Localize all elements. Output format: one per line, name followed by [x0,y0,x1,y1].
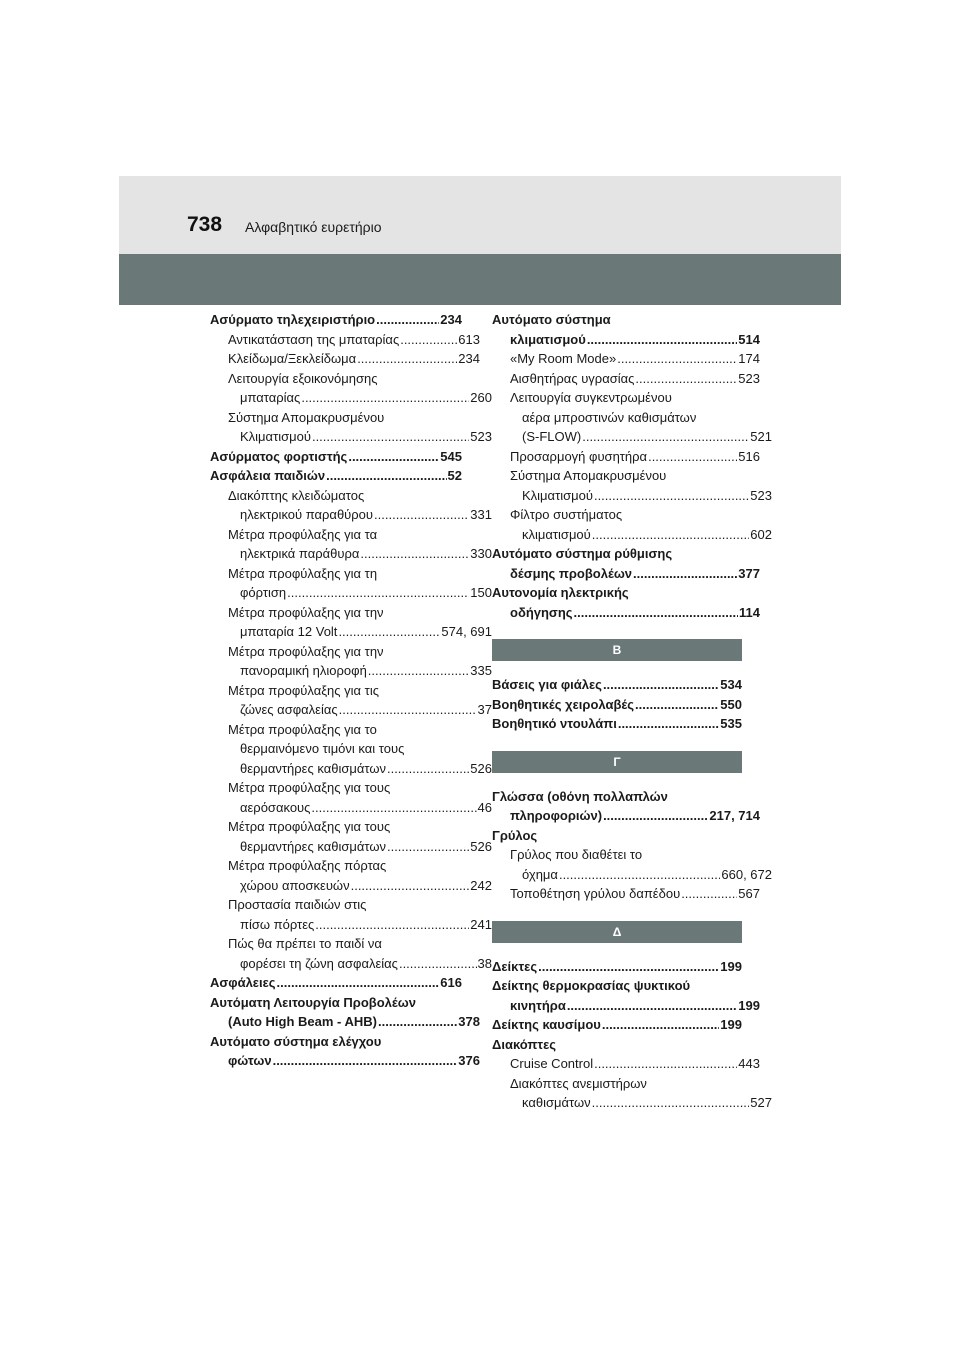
dot-leader [387,837,469,857]
dot-leader [574,603,738,623]
index-entry-page: 330 [470,546,492,561]
dot-leader [400,330,457,350]
index-entry [492,695,742,715]
dot-leader [376,310,439,330]
index-entry-page: 52 [447,468,462,483]
index-entry-page: 234 [458,351,480,366]
index-entry [210,837,492,857]
index-entry [210,505,492,525]
index-entry-page: 335 [470,663,492,678]
index-entry-line: Μέτρα προφύλαξης για την [228,643,384,659]
index-entry-label: φώτων [228,1053,272,1068]
index-entry-page: 523 [470,429,492,444]
dot-leader [348,447,439,467]
index-entry-line: Φίλτρο συστήματος [510,507,623,522]
index-entry-line: Προστασία παιδιών στις [228,897,367,912]
index-entry-page: 660, 672 [721,866,772,882]
index-entry-page: 534 [720,677,742,692]
dot-leader [602,1015,719,1035]
index-entry-label: Τοποθέτηση γρύλου δαπέδου [510,886,681,901]
section-letter-header: Δ [492,921,742,943]
index-entry-page: 234 [440,312,462,327]
index-entry-page: 545 [440,448,462,464]
index-entry-page: 616 [440,975,462,990]
dot-leader [374,505,469,525]
index-entry-label: Δείκτες [492,958,538,974]
index-entry-line: Μέτρα προφύλαξης για τις [228,682,379,698]
index-entry-line: Αυτόματο σύστημα ρύθμισης [492,546,673,561]
index-entry [492,564,760,584]
index-entry [210,330,480,350]
index-entry-page: 199 [720,958,742,974]
index-entry [210,349,480,369]
index-entry-page: 443 [738,1056,760,1071]
index-entry-label: Βοηθητικές χειρολαβές [492,696,635,712]
index-entry-label: ζώνες ασφαλείας [240,702,338,717]
index-entry-page: 376 [458,1053,480,1068]
index-entry-label: Αισθητήρας υγρασίας [510,370,635,386]
index-entry-line: Λειτουργία εξοικονόμησης [228,370,378,386]
section-letter-header: Β [492,639,742,661]
index-entry [210,388,492,408]
index-entry-label: μπαταρία 12 Volt [240,624,338,639]
index-entry-label: πανοραμική ηλιοροφή [240,663,367,678]
index-entry-page: 260 [470,390,492,405]
index-entry-page: 535 [720,716,742,731]
index-entry-page: 514 [738,331,760,347]
dot-leader [273,1051,458,1071]
index-entry-label: πληροφοριών) [510,808,603,823]
index-entry [210,466,462,486]
index-entry [492,1093,772,1113]
index-entry-label: Ασύρματο τηλεχειριστήριο [210,312,376,327]
index-entry-page: 523 [738,370,760,386]
index-entry-label: Βάσεις για φιάλες [492,677,602,692]
index-entry [210,700,492,720]
index-entry-page: 114 [739,604,760,620]
index-entry [492,486,772,506]
index-entry-line: Διακόπτες [492,1036,557,1052]
dot-leader [559,865,720,885]
dot-leader [681,884,737,904]
index-entry-label: φορέσει τη ζώνη ασφαλείας [240,955,398,971]
index-entry-label: Κλείδωμα/Ξεκλείδωμα [228,351,357,366]
index-entry [492,957,742,977]
index-entry-page: 174 [738,351,760,366]
dot-leader [567,996,737,1016]
index-entry-line: αέρα μπροστινών καθισμάτων [522,409,697,425]
index-entry [210,310,462,330]
index-entry-page: 574, 691 [441,624,492,639]
index-entry-line: Μέτρα προφύλαξης για τους [228,780,391,795]
index-entry-page: 523 [750,487,772,503]
header-bar [119,254,841,305]
dot-leader [618,714,719,734]
index-entry-label: (Auto High Beam - AHB) [228,1014,378,1029]
dot-leader [277,973,440,993]
dot-leader [338,622,440,642]
index-entry-line: Αυτόματο σύστημα ελέγχου [210,1033,382,1049]
dot-leader [538,957,719,977]
index-entry-label: Ασφάλειες [210,975,276,990]
index-entry-line: Σύστημα Απομακρυσμένου [510,468,667,483]
index-entry-line: Γρύλος [492,827,538,843]
index-entry-label: Cruise Control [510,1056,594,1071]
dot-leader [387,759,469,779]
dot-leader [603,675,719,695]
index-entry-line: Μέτρα προφύλαξης για τους [228,819,391,834]
index-entry [492,996,760,1016]
index-entry [492,369,760,389]
index-entry-line: Αυτόματο σύστημα [492,312,611,327]
dot-leader [311,798,476,818]
header-band [119,176,841,254]
index-entry [492,525,772,545]
index-entry-label: κλιματισμού [510,331,586,347]
index-entry-line: Δείκτης θερμοκρασίας ψυκτικού [492,978,691,993]
index-entry-page: 242 [470,877,492,893]
index-entry-line: θερμαινόμενο τιμόνι και τους [240,741,405,756]
dot-leader [594,1054,737,1074]
dot-leader [301,388,469,408]
index-entry [210,954,492,974]
index-entry-label: κινητήρα [510,997,566,1013]
index-entry [210,876,492,896]
dot-leader [357,349,457,369]
index-entry-label: κλιματισμού [522,526,591,542]
index-entry-line: Μέτρα προφύλαξης για την [228,604,384,620]
index-entry-page: 378 [458,1014,480,1029]
index-entry-line: Διακόπτης κλειδώματος [228,487,365,503]
index-entry-label: ηλεκτρικά παράθυρα [240,546,360,561]
index-entry [492,1015,742,1035]
dot-leader [635,695,719,715]
index-entry-label: πίσω πόρτες [240,916,315,932]
index-entry-page: 602 [750,526,772,542]
index-entry [210,583,492,603]
index-entry [492,806,760,826]
index-entry-page: 199 [720,1017,742,1032]
index-entry-label: «My Room Mode» [510,351,617,366]
index-entry-line: Αυτονομία ηλεκτρικής [492,585,629,600]
dot-leader [368,661,470,681]
index-entry-label: χώρου αποσκευών [240,877,350,893]
index-entry [210,759,492,779]
index-entry-line: Μέτρα προφύλαξης πόρτας [228,858,387,873]
index-entry-label: φόρτιση [240,585,287,600]
dot-leader [633,564,737,584]
index-entry [492,675,742,695]
index-entry-page: 199 [738,997,760,1013]
dot-leader [351,876,470,896]
index-entry-label: αερόσακους [240,799,311,815]
dot-leader [312,427,469,447]
index-entry-page: 516 [738,448,760,464]
index-entry [210,622,492,642]
index-entry-page: 37 [477,702,492,717]
dot-leader [287,583,469,603]
index-entry-line: Μέτρα προφύλαξης για τα [228,526,378,542]
index-entry-line: Λειτουργία συγκεντρωμένου [510,390,672,405]
index-entry [210,798,492,818]
page-number: 738 [187,213,223,236]
index-entry-line: Διακόπτες ανεμιστήρων [510,1075,647,1091]
index-entry-label: μπαταρίας [240,390,301,405]
index-entry-label: Κλιματισμού [522,487,593,503]
index-entry [210,973,462,993]
dot-leader [360,544,469,564]
index-entry-label: οδήγησης [510,604,573,620]
index-entry [492,349,760,369]
index-entry-label: Ασφάλεια παιδιών [210,468,326,483]
index-entry-label: Δείκτης καυσίμου [492,1017,601,1032]
dot-leader [592,1093,750,1113]
index-entry-label: θερμαντήρες καθισμάτων [240,760,386,776]
index-entry [210,1051,480,1071]
index-entry [492,714,742,734]
index-entry-label: Αντικατάσταση της μπαταρίας [228,331,400,347]
index-entry [492,603,760,623]
index-entry-page: 526 [470,838,492,854]
index-entry-page: 567 [738,886,760,901]
index-entry-label: Ασύρματος φορτιστής [210,448,348,464]
dot-leader [339,700,477,720]
index-entry-page: 526 [470,760,492,776]
index-column-right [492,310,772,1113]
section-letter-header: Γ [492,751,742,773]
index-entry-label: Προσαρμογή φυσητήρα [510,448,648,464]
index-entry [492,447,760,467]
dot-leader [648,447,737,467]
index-entry [210,915,492,935]
index-entry [492,427,772,447]
index-entry-label: θερμαντήρες καθισμάτων [240,838,386,854]
index-entry-page: 150 [470,585,492,600]
page-title: Αλφαβητικό ευρετήριο [245,219,382,235]
index-entry-label: δέσμης προβολέων [510,565,633,581]
dot-leader [399,954,477,974]
index-entry-line: Γρύλος που διαθέτει το [510,847,643,862]
index-entry [492,330,760,350]
index-entry [492,884,760,904]
dot-leader [603,806,708,826]
index-entry-line: Αυτόματη Λειτουργία Προβολέων [210,994,416,1010]
index-entry-page: 377 [738,565,760,581]
index-entry [492,865,772,885]
index-entry-page: 46 [477,799,492,815]
index-entry-page: 217, 714 [709,808,760,823]
index-entry-line: Γλώσσα (οθόνη πολλαπλών [492,788,668,804]
index-entry-line: Μέτρα προφύλαξης για το [228,721,377,737]
dot-leader [315,915,469,935]
dot-leader [594,486,749,506]
index-entry-page: 241 [470,916,492,932]
index-entry-page: 550 [720,696,742,712]
dot-leader [582,427,749,447]
dot-leader [326,466,446,486]
dot-leader [378,1012,457,1032]
dot-leader [617,349,737,369]
dot-leader [587,330,737,350]
dot-leader [635,369,737,389]
index-entry-page: 527 [750,1095,772,1110]
index-entry-label: Βοηθητικό ντουλάπι [492,716,617,731]
index-entry [210,447,462,467]
index-entry [210,544,492,564]
index-entry-page: 613 [458,331,480,347]
index-entry-page: 521 [750,429,772,444]
dot-leader [592,525,750,545]
index-entry-page: 331 [470,507,492,522]
index-entry [492,1054,760,1074]
index-entry-line: Μέτρα προφύλαξης για τη [228,565,378,581]
index-entry-label: ηλεκτρικού παραθύρου [240,507,374,522]
index-entry [210,427,492,447]
index-entry [210,1012,480,1032]
index-entry-label: όχημα [522,866,558,882]
index-column-left [210,310,492,1071]
index-entry-label: Κλιματισμού [240,429,311,444]
index-entry-line: Πώς θα πρέπει το παιδί να [228,936,382,951]
index-entry [210,661,492,681]
index-entry-line: Σύστημα Απομακρυσμένου [228,409,385,425]
index-entry-label: καθισμάτων [522,1095,591,1110]
index-entry-page: 38 [477,955,492,971]
index-entry-label: (S-FLOW) [522,429,582,444]
